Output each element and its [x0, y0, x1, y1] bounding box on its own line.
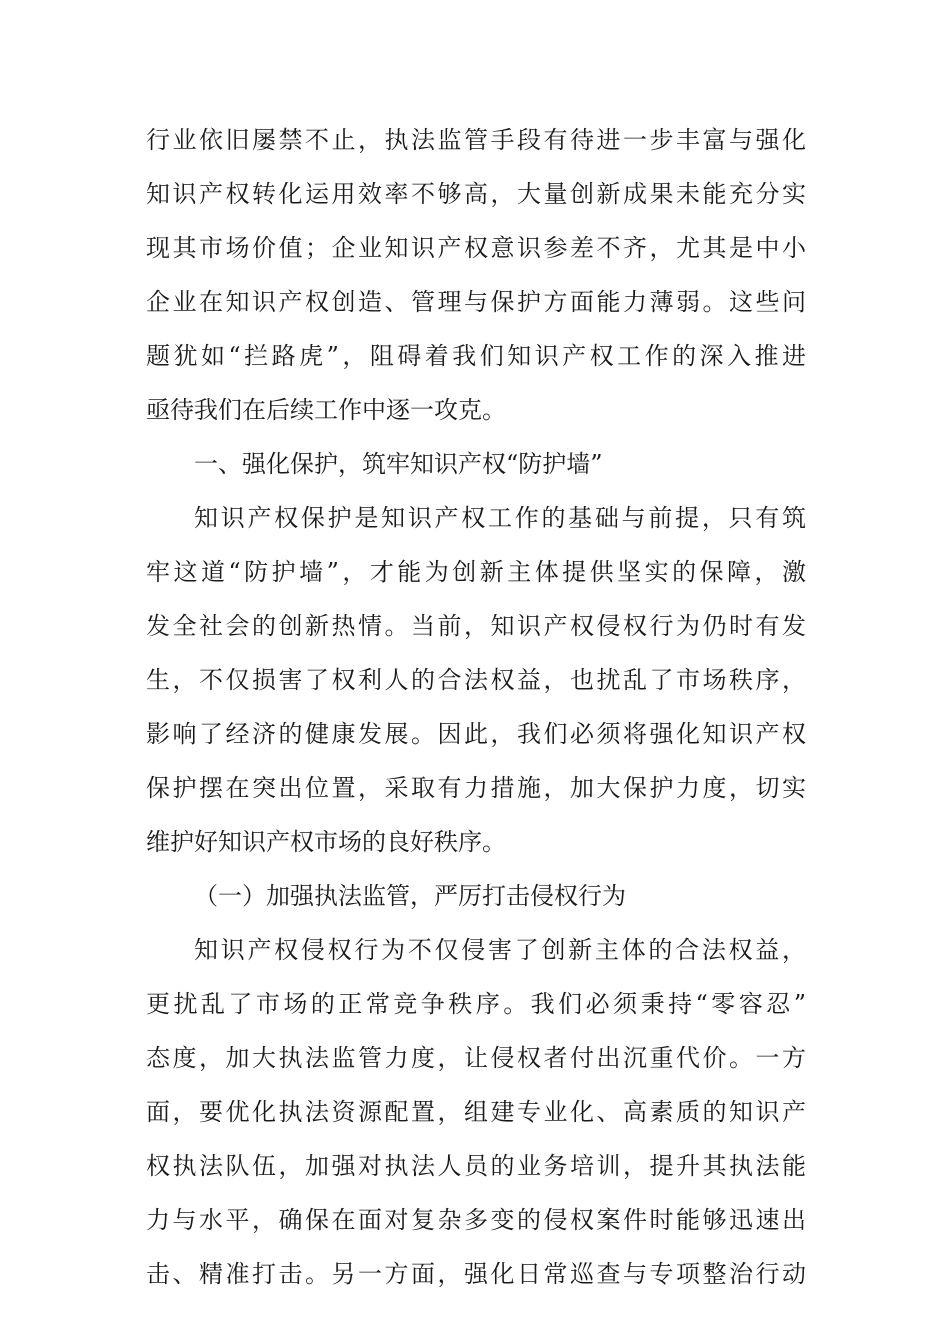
paragraph-line: 行业依旧屡禁不止，执法监管手段有待进一步丰富与强化: [146, 126, 806, 154]
paragraph-line: 态度，加大执法监管力度，让侵权者付出沉重代价。一方: [146, 1044, 806, 1072]
paragraph-line: 保护摆在突出位置，采取有力措施，加大保护力度，切实: [146, 774, 806, 802]
subsection-heading: （一）加强执法监管，严厉打击侵权行为: [194, 882, 626, 910]
paragraph-line: 知识产权转化运用效率不够高，大量创新成果未能充分实: [146, 180, 806, 208]
paragraph-line: 维护好知识产权市场的良好秩序。: [146, 828, 506, 856]
paragraph-line: 力与水平，确保在面对复杂多变的侵权案件时能够迅速出: [146, 1206, 806, 1234]
paragraph-line: 更扰乱了市场的正常竞争秩序。我们必须秉持“零容忍”: [146, 990, 806, 1018]
paragraph-line: 权执法队伍，加强对执法人员的业务培训，提升其执法能: [146, 1152, 806, 1180]
paragraph-line: 生，不仅损害了权利人的合法权益，也扰乱了市场秩序，: [146, 666, 806, 694]
section-heading: 一、强化保护，筑牢知识产权“防护墙”: [194, 450, 603, 478]
paragraph-line: 知识产权侵权行为不仅侵害了创新主体的合法权益，: [194, 936, 806, 964]
paragraph-line: 面，要优化执法资源配置，组建专业化、高素质的知识产: [146, 1098, 806, 1126]
paragraph-line: 题犹如“拦路虎”，阻碍着我们知识产权工作的深入推进: [146, 342, 806, 370]
paragraph-line: 企业在知识产权创造、管理与保护方面能力薄弱。这些问: [146, 288, 806, 316]
paragraph-line: 击、精准打击。另一方面，强化日常巡查与专项整治行动: [146, 1260, 806, 1288]
paragraph-line: 知识产权保护是知识产权工作的基础与前提，只有筑: [194, 504, 806, 532]
paragraph-line: 牢这道“防护墙”，才能为创新主体提供坚实的保障，激: [146, 558, 806, 586]
paragraph-line: 亟待我们在后续工作中逐一攻克。: [146, 396, 506, 424]
paragraph-line: 现其市场价值；企业知识产权意识参差不齐，尤其是中小: [146, 234, 806, 262]
paragraph-line: 发全社会的创新热情。当前，知识产权侵权行为仍时有发: [146, 612, 806, 640]
paragraph-line: 影响了经济的健康发展。因此，我们必须将强化知识产权: [146, 720, 806, 748]
